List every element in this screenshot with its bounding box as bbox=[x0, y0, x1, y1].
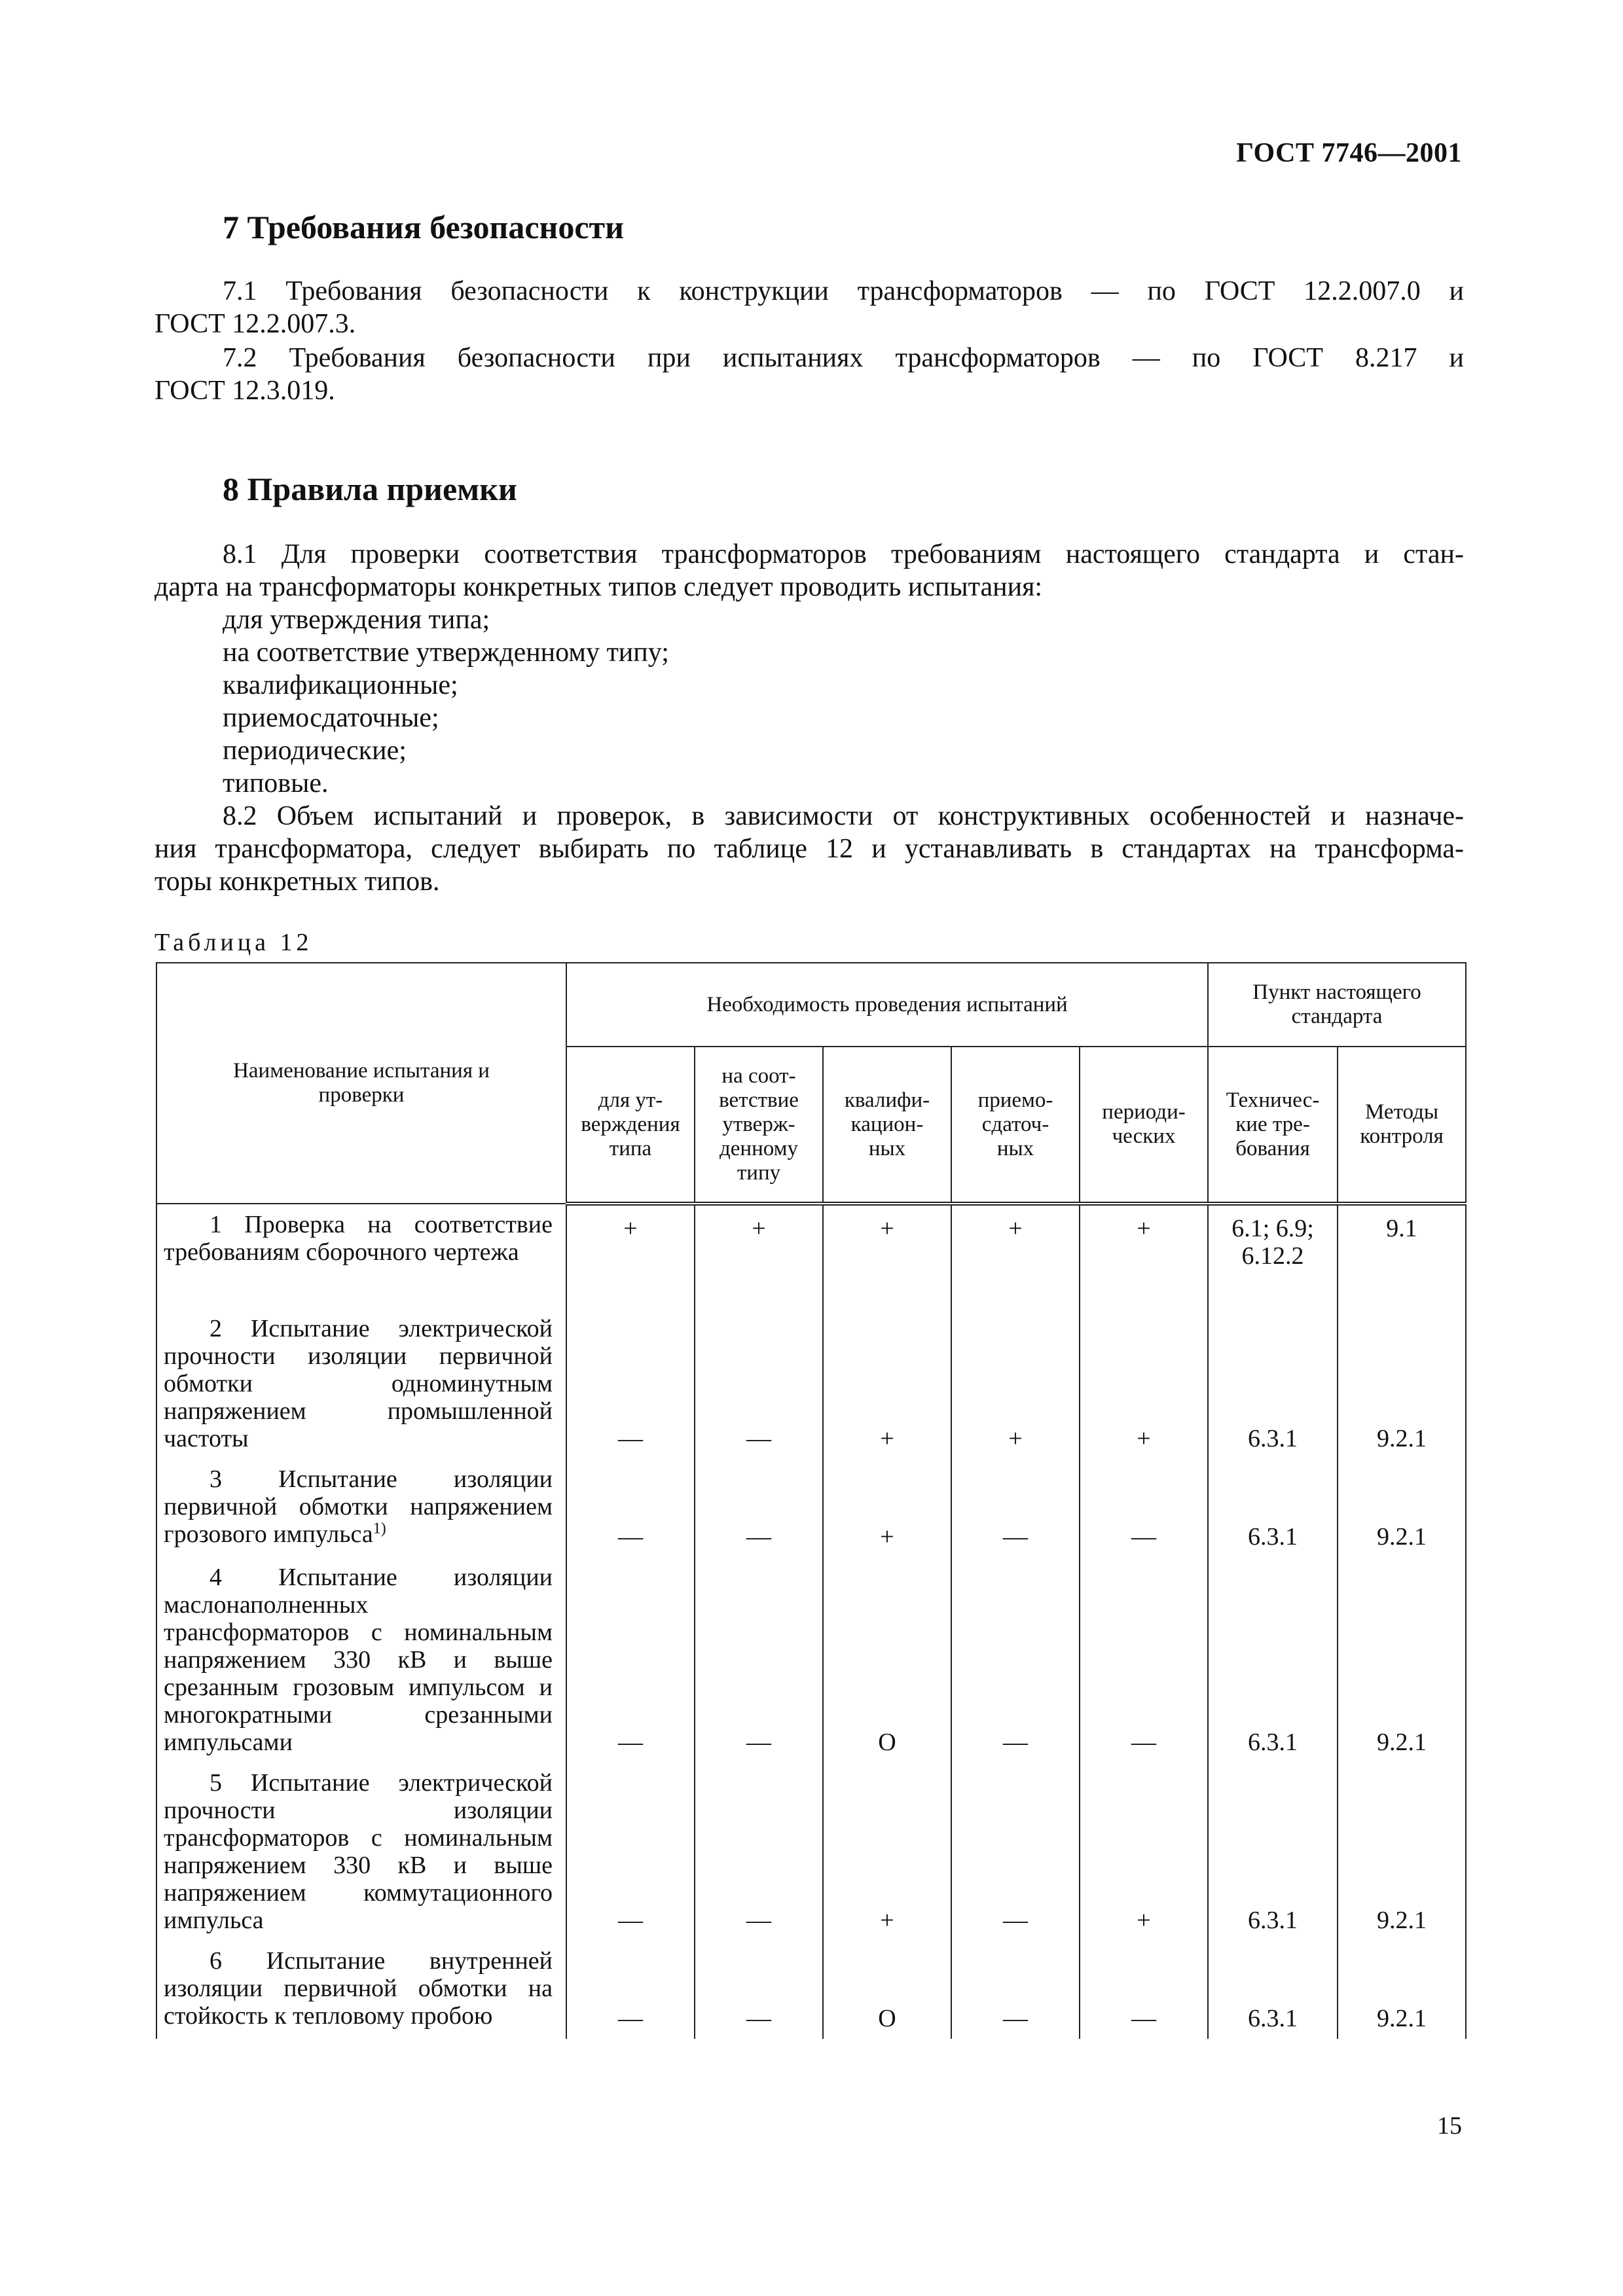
conformity-cell: — bbox=[695, 1459, 823, 1557]
table-row bbox=[156, 1557, 1466, 1763]
header-periodic: периоди- ческих bbox=[1080, 1047, 1208, 1204]
acceptance-cell: — bbox=[951, 1459, 1080, 1557]
technical-requirements-cell: 6.3.1 bbox=[1208, 1941, 1338, 2039]
control-methods-cell: 9.2.1 bbox=[1338, 1308, 1466, 1459]
periodic-cell: + bbox=[1080, 1204, 1208, 1308]
control-methods-cell: 9.1 bbox=[1338, 1204, 1466, 1308]
paragraph-8-2-line-2: ния трансформатора, следует выбирать по таблице 12 и устанавливать в стандартах на трансформа- bbox=[155, 834, 1464, 864]
section-8-heading: 8 Правила приемки bbox=[223, 471, 517, 507]
test-name: 5 Испытание электрической прочности изоляции трансформаторов с номинальным напряжением 330 кВ и выше напряжением коммутационного импульса bbox=[164, 1769, 553, 1934]
paragraph-8-2-line-3: торы конкретных типов. bbox=[155, 867, 440, 897]
table-row bbox=[156, 1308, 1466, 1459]
technical-requirements-cell: 6.3.1 bbox=[1208, 1557, 1338, 1763]
list-item: типовые. bbox=[223, 768, 329, 798]
periodic-cell: — bbox=[1080, 1557, 1208, 1763]
control-methods-cell: 9.2.1 bbox=[1338, 1459, 1466, 1557]
acceptance-cell: — bbox=[951, 1941, 1080, 2039]
periodic-cell: + bbox=[1080, 1308, 1208, 1459]
qualification-cell: О bbox=[823, 1557, 951, 1763]
paragraph-8-2-line-1: 8.2 Объем испытаний и проверок, в зависимости от конструктивных особенностей и назначе- bbox=[223, 801, 1464, 831]
paragraph-7-1-line-1: 7.1 Требования безопасности к конструкции трансформаторов — по ГОСТ 12.2.007.0 и bbox=[223, 276, 1464, 306]
header-conformity: на соот- ветствие утверж- денному типу bbox=[695, 1047, 823, 1204]
paragraph-7-1 bbox=[155, 275, 1464, 340]
list-item: приемосдаточные; bbox=[223, 703, 439, 733]
paragraph-8-1-line-1: 8.1 Для проверки соответствия трансформаторов требованиям настоящего стандарта и стан- bbox=[223, 539, 1464, 569]
paragraph-7-2-line-1: 7.2 Требования безопасности при испытаниях трансформаторов — по ГОСТ 8.217 и bbox=[223, 343, 1464, 373]
header-tests-required: Необходимость проведения испытаний bbox=[566, 963, 1208, 1047]
table-row bbox=[156, 1204, 1466, 1308]
conformity-cell: — bbox=[695, 1941, 823, 2039]
header-qualification: квалифи- кацион- ных bbox=[823, 1047, 951, 1204]
header-control-methods: Методы контроля bbox=[1338, 1047, 1466, 1204]
document-code: ГОСТ 7746—2001 bbox=[1236, 138, 1462, 168]
footnote-marker: 1) bbox=[373, 1520, 386, 1537]
list-item: для утверждения типа; bbox=[223, 605, 490, 635]
table-row bbox=[156, 1763, 1466, 1941]
technical-requirements-cell: 6.3.1 bbox=[1208, 1308, 1338, 1459]
table-12 bbox=[156, 962, 1467, 2039]
qualification-cell: + bbox=[823, 1204, 951, 1308]
type-approval-cell: — bbox=[566, 1941, 695, 2039]
qualification-cell: + bbox=[823, 1308, 951, 1459]
conformity-cell: + bbox=[695, 1204, 823, 1308]
paragraph-7-2-line-2: ГОСТ 12.3.019. bbox=[155, 376, 335, 406]
test-name-cell bbox=[156, 1763, 566, 1941]
header-acceptance: приемо- сдаточ- ных bbox=[951, 1047, 1080, 1204]
control-methods-cell: 9.2.1 bbox=[1338, 1557, 1466, 1763]
list-item: на соответствие утвержденному типу; bbox=[223, 637, 669, 668]
table-caption: Таблица 12 bbox=[155, 929, 313, 956]
periodic-cell: — bbox=[1080, 1459, 1208, 1557]
technical-requirements-cell: 6.3.1 bbox=[1208, 1763, 1338, 1941]
technical-requirements-cell: 6.3.1 bbox=[1208, 1459, 1338, 1557]
acceptance-cell: — bbox=[951, 1557, 1080, 1763]
type-approval-cell: — bbox=[566, 1557, 695, 1763]
test-name-cell bbox=[156, 1308, 566, 1459]
technical-requirements-cell: 6.1; 6.9; 6.12.2 bbox=[1208, 1204, 1338, 1308]
control-methods-cell: 9.2.1 bbox=[1338, 1763, 1466, 1941]
test-name: 4 Испытание изоляции маслонаполненных трансформаторов с номинальным напряжением 330 кВ и выше срезанным грозовым импульсом и многократными срезанными импульсами bbox=[164, 1564, 553, 1756]
header-test-name: Наименование испытания и проверки bbox=[156, 963, 566, 1204]
paragraph-7-1-line-2: ГОСТ 12.2.007.3. bbox=[155, 309, 356, 339]
header-technical-requirements: Техничес- кие тре- бования bbox=[1208, 1047, 1338, 1204]
test-name-cell bbox=[156, 1459, 566, 1557]
list-item: периодические; bbox=[223, 736, 407, 766]
table-row bbox=[156, 1941, 1466, 2039]
qualification-cell: О bbox=[823, 1941, 951, 2039]
test-name-cell bbox=[156, 1557, 566, 1763]
paragraph-8-2 bbox=[155, 800, 1464, 898]
test-name-text: 3 Испытание изоляции первичной обмотки напряжением грозового импульса bbox=[164, 1465, 553, 1548]
test-name: 2 Испытание электрической прочности изоляции первичной обмотки одноминутным напряжением промышленной частоты bbox=[164, 1315, 553, 1452]
qualification-cell: + bbox=[823, 1459, 951, 1557]
page-number: 15 bbox=[1437, 2112, 1462, 2140]
acceptance-cell: + bbox=[951, 1308, 1080, 1459]
acceptance-cell: + bbox=[951, 1204, 1080, 1308]
control-methods-cell: 9.2.1 bbox=[1338, 1941, 1466, 2039]
conformity-cell: — bbox=[695, 1308, 823, 1459]
test-name-cell bbox=[156, 1204, 566, 1308]
test-name-cell bbox=[156, 1941, 566, 2039]
periodic-cell: + bbox=[1080, 1763, 1208, 1941]
type-approval-cell: — bbox=[566, 1308, 695, 1459]
paragraph-8-1 bbox=[155, 538, 1464, 603]
header-standard-clause: Пункт настоящего стандарта bbox=[1208, 963, 1466, 1047]
table-row bbox=[156, 1459, 1466, 1557]
header-type-approval: для ут- верждения типа bbox=[566, 1047, 695, 1204]
type-approval-cell: — bbox=[566, 1763, 695, 1941]
conformity-cell: — bbox=[695, 1763, 823, 1941]
section-7-heading: 7 Требования безопасности bbox=[223, 209, 624, 245]
type-approval-cell: — bbox=[566, 1459, 695, 1557]
test-name: 6 Испытание внутренней изоляции первичной обмотки на стойкость к тепловому пробою bbox=[164, 1947, 553, 2030]
paragraph-8-1-line-2: дарта на трансформаторы конкретных типов следует проводить испытания: bbox=[155, 572, 1043, 602]
type-approval-cell: + bbox=[566, 1204, 695, 1308]
test-name: 1 Проверка на соответствие требованиям сборочного чертежа bbox=[164, 1211, 553, 1266]
test-name bbox=[164, 1465, 553, 1548]
qualification-cell: + bbox=[823, 1763, 951, 1941]
periodic-cell: — bbox=[1080, 1941, 1208, 2039]
conformity-cell: — bbox=[695, 1557, 823, 1763]
acceptance-cell: — bbox=[951, 1763, 1080, 1941]
paragraph-7-2 bbox=[155, 342, 1464, 407]
list-item: квалификационные; bbox=[223, 670, 458, 700]
